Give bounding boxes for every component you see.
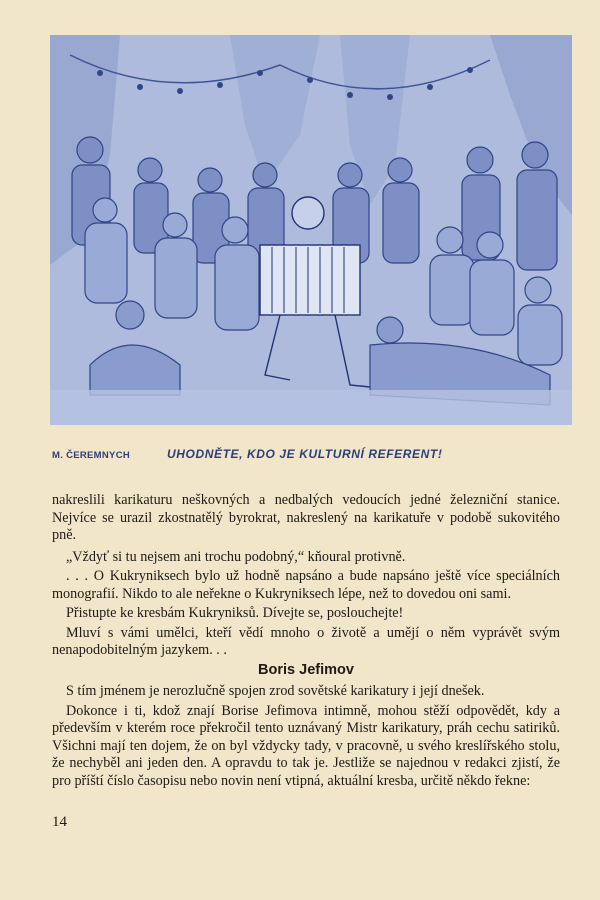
paragraph: nakreslili karikaturu neškovných a nedbalých vedoucích jedné železniční stanice. Nejvíce se urazil zkostnatělý byrokrat, nakreslený na karikatuře v podobě sukovitého pně. [52,492,560,543]
caption-artist: M. ČEREMNYCH [52,450,131,461]
paragraph: S tím jménem je nerozlučně spojen zrod sovětské karikatury i její dnešek. [66,683,485,699]
paragraph: Dokonce i ti, kdož znají Borise Jefimova intimně, mohou stěží odpovědět, kdy a především v kterém roce překročil tento uznávaný Mistr karikatury, práh cechu satiriků. Všichni mají ten dojem, že on byl vždycky tady, v pracovně, u svého kreslířského stolu, že nechyběl ani jeden den. A opravdu to tak je. Jestliže se najednou v redakci zjistí, že pro příští číslo časopisu nebo novin není vtipná, aktuální kresba, určitě někdo řekne: [52,702,560,789]
paragraph: . . . O Kukryniksech bylo už hodně napsáno a bude napsáno ještě více speciálních monografií. Nikdo to ale neřekne o Kukryniksech lépe, než to dovedou oni sami. [52,568,560,602]
figure-caption [52,447,552,467]
section-heading: Boris Jefimov [258,662,354,678]
page-number: 14 [52,814,67,830]
paragraph: Přistupte ke kresbám Kukryniksů. Dívejte se, poslouchejte! [66,605,404,621]
body-text-top [52,492,560,660]
paragraph: Mluví s vámi umělci, kteří vědí mnoho o životě a umějí o něm vyprávět svým nenapodobitelným jazykem. . . [52,624,560,658]
illustration-drawing [50,35,572,425]
paragraph: „Vždyť si tu nejsem ani trochu podobný,“ kňoural protivně. [66,548,406,565]
body-text-bottom [52,683,560,790]
caption-title: UHODNĚTE, KDO JE KULTURNÍ REFERENT! [167,447,443,461]
